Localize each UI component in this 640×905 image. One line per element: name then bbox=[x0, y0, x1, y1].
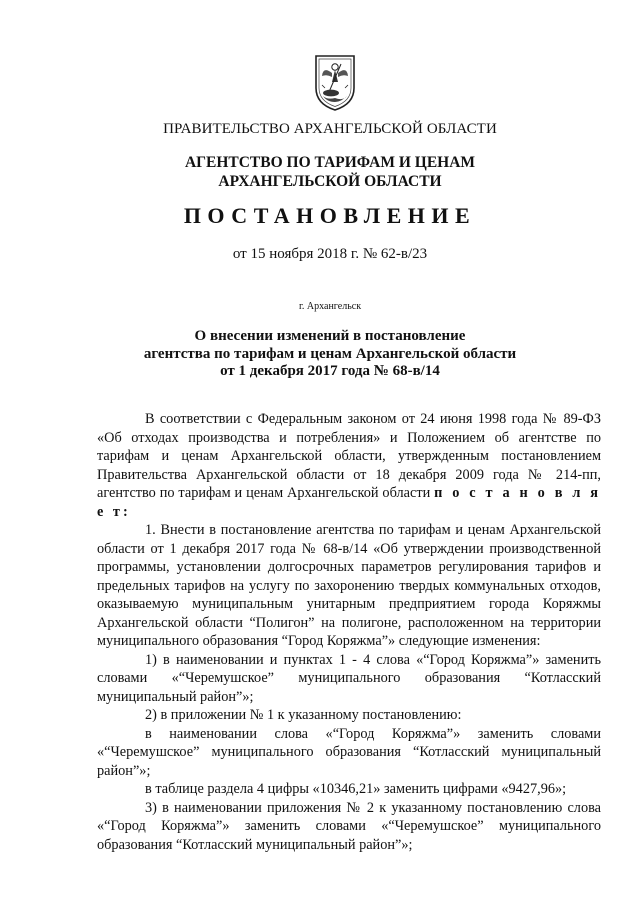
document-type-title: ПОСТАНОВЛЕНИЕ bbox=[183, 203, 477, 228]
subitem-2a: в наименовании слова «“Город Коряжма”» заменить словами «“Черемушское” муниципального образования “Котласский муниципальный район”»; bbox=[97, 725, 601, 779]
government-name: ПРАВИТЕЛЬСТВО АРХАНГЕЛЬСКОЙ ОБЛАСТИ bbox=[163, 121, 497, 137]
document-city: г. Архангельск bbox=[298, 301, 362, 312]
agency-name-line1: АГЕНТСТВО ПО ТАРИФАМ И ЦЕНАМ bbox=[184, 154, 476, 171]
subject-line3: от 1 декабря 2017 года № 68-в/14 bbox=[220, 363, 440, 379]
preamble-text: В соответствии с Федеральным законом от 24 июня 1998 года № 89-ФЗ «Об отходах производства и потребления» и Положением об агентстве по тарифам и ценам Архангельской области, утвержденным постановлением Правительства Архангельской области от 18 декабря 2009 года № 214-пп, агентство по тарифам и ценам Архангельской области bbox=[97, 411, 601, 501]
document-subject bbox=[60, 328, 600, 381]
arkhangelsk-coat-of-arms-icon bbox=[313, 52, 357, 112]
subject-line2: агентства по тарифам и ценам Архангельской области bbox=[143, 345, 517, 362]
subitem-2: 2) в приложении № 1 к указанному постановлению: bbox=[145, 707, 462, 723]
subitem-3: 3) в наименовании приложения № 2 к указанному постановлению слова «“Город Коряжма”» заменить словами «“Черемушское” муниципального образования “Котласский муниципальный район”»; bbox=[97, 799, 601, 853]
subitem-2b: в таблице раздела 4 цифры «10346,21» заменить цифрами «9427,96»; bbox=[145, 781, 567, 797]
agency-name-line2: АРХАНГЕЛЬСКОЙ ОБЛАСТИ bbox=[218, 173, 442, 190]
resolves-keyword: п о с т а н о в л я е т: bbox=[97, 485, 601, 520]
document-body bbox=[97, 410, 601, 854]
subitem-1: 1) в наименовании и пунктах 1 - 4 слова «“Город Коряжма”» заменить словами «“Черемушское” муниципального образования “Котласский муниципальный район”»; bbox=[97, 651, 601, 705]
subject-line1: О внесении изменений в постановление bbox=[194, 328, 466, 344]
agency-name bbox=[60, 153, 600, 191]
preamble-paragraph bbox=[97, 410, 601, 521]
document-date-number: от 15 ноября 2018 г. № 62-в/23 bbox=[232, 246, 428, 262]
item-1: 1. Внести в постановление агентства по тарифам и ценам Архангельской области от 1 декабря 2017 года № 68-в/14 «Об утверждении производственной программы, установлении долгосрочных параметров регулирования тарифов и предельных тарифов на услугу по захоронению твердых коммунальных отходов, оказываемую муниципальным унитарным предприятием города Коряжмы Архангельской области “Полигон” на полигоне, расположенном на территории муниципального образования “Город Коряжма”» следующие изменения: bbox=[97, 522, 601, 649]
